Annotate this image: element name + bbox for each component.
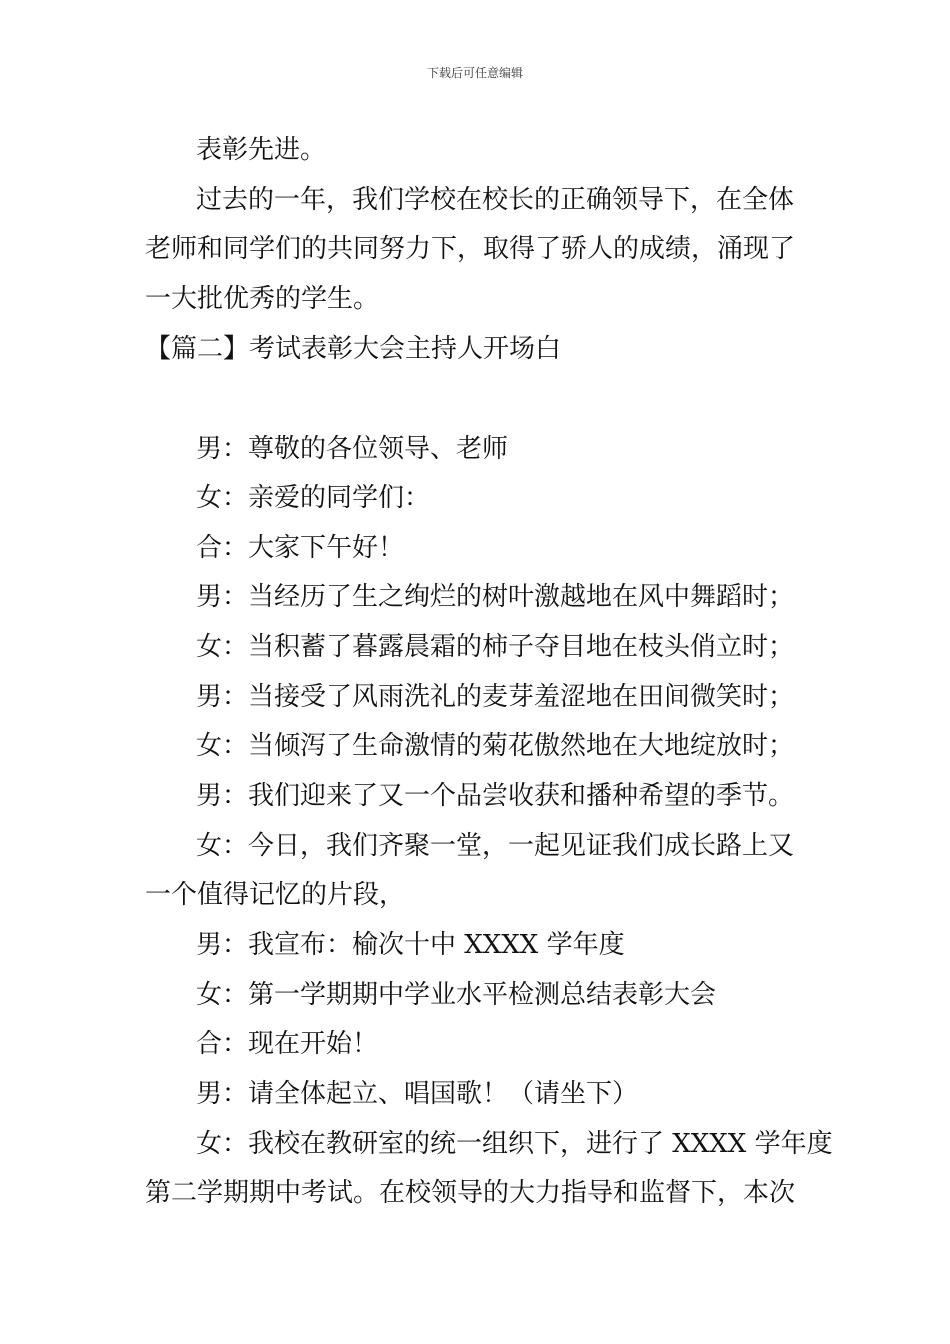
- paragraph-line: 一大批优秀的学生。: [145, 284, 380, 314]
- section-heading: 【篇二】考试表彰大会主持人开场白: [145, 334, 562, 364]
- dialogue-line: 男：我宣布：榆次十中 XXXX 学年度: [196, 930, 625, 960]
- dialogue-line: 合：现在开始！: [196, 1029, 379, 1059]
- page-header: 下载后可任意编辑: [426, 66, 523, 80]
- paragraph-line: 过去的一年，我们学校在校长的正确领导下，在全体: [196, 185, 795, 215]
- dialogue-line: 第二学期期中考试。在校领导的大力指导和监督下，本次: [145, 1178, 796, 1208]
- dialogue-line: 女：第一学期期中学业水平检测总结表彰大会: [196, 980, 717, 1010]
- dialogue-line: 女：今日，我们齐聚一堂，一起见证我们成长路上又: [196, 831, 795, 861]
- dialogue-line: 女：当积蓄了暮露晨霜的柿子夺目地在枝头俏立时；: [196, 632, 795, 662]
- dialogue-line: 女：我校在教研室的统一组织下，进行了 XXXX 学年度: [196, 1129, 833, 1159]
- dialogue-line: 女：当倾泻了生命激情的菊花傲然地在大地绽放时；: [196, 731, 795, 761]
- paragraph-line: 老师和同学们的共同努力下，取得了骄人的成绩，涌现了: [145, 234, 796, 264]
- dialogue-line: 女：亲爱的同学们：: [196, 483, 431, 513]
- dialogue-line: 男：我们迎来了又一个品尝收获和播种希望的季节。: [196, 781, 795, 811]
- dialogue-line: 男：尊敬的各位领导、老师: [196, 434, 509, 464]
- paragraph-line: 表彰先进。: [196, 135, 327, 165]
- dialogue-line: 合：大家下午好！: [196, 533, 405, 563]
- dialogue-line: 男：当接受了风雨洗礼的麦芽羞涩地在田间微笑时；: [196, 682, 795, 712]
- dialogue-line: 男：请全体起立、唱国歌！（请坐下）: [196, 1079, 639, 1109]
- dialogue-line: 一个值得记忆的片段，: [145, 880, 406, 910]
- dialogue-line: 男：当经历了生之绚烂的树叶激越地在风中舞蹈时；: [196, 582, 795, 612]
